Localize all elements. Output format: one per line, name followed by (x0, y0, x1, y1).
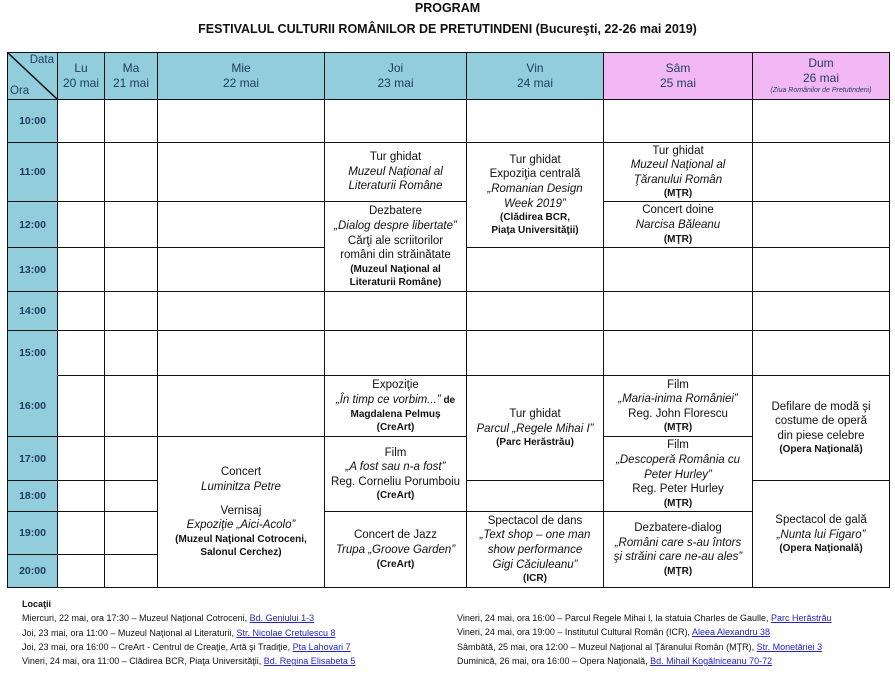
empty-slot (753, 248, 890, 292)
location-text: Vineri, 24 mai, ora 16:00 – Parcul Regele Mihai I, la statuia Charles de Gaulle, (457, 613, 772, 623)
event-location: (MŢR) (663, 233, 693, 245)
day-header (467, 53, 604, 100)
corner-hour-label: Ora (10, 85, 30, 97)
event-cell (604, 143, 753, 202)
event-cell (467, 143, 604, 248)
day-header (105, 53, 158, 100)
empty-slot (158, 376, 325, 437)
empty-slot (105, 555, 158, 588)
event-detail: Trupa „Groove Garden” (335, 544, 456, 556)
event-detail: Parcul „Regele Mihai I” (476, 422, 594, 435)
empty-slot (325, 100, 467, 143)
empty-slot (753, 331, 890, 376)
event-location: Magdalena Pelmuș (350, 409, 441, 421)
hour-label: 16:00 (8, 376, 58, 437)
location-address-link[interactable]: Bd. Geniului 1-3 (249, 613, 315, 624)
event-cell (604, 437, 753, 512)
event-title: Film (384, 446, 407, 459)
event-location: (Opera Naţională) (779, 543, 863, 555)
event-detail: „Text shop – one man (479, 529, 591, 542)
hour-label: 19:00 (8, 512, 58, 555)
event-title: Tur ghidat (369, 151, 422, 164)
empty-slot (753, 100, 890, 143)
event-title: Tur ghidat (652, 144, 704, 157)
empty-slot (105, 202, 158, 248)
empty-slot (158, 248, 325, 292)
day-name: Sâm (665, 61, 691, 75)
empty-slot (158, 143, 325, 202)
location-text: Vineri, 24 mai, ora 11:00 – Clădirea BCR, Piaţa Universităţii, (22, 656, 264, 667)
hour-label: 11:00 (8, 143, 58, 202)
location-text: Joi, 23 mai, ora 11:00 – Muzeul Naţional al Literaturii, (22, 627, 237, 638)
event-location: (MŢR) (663, 422, 693, 434)
day-name: Ma (122, 61, 140, 75)
empty-slot (105, 376, 158, 437)
event-detail: Expoziţie „Aici-Acolo” (186, 519, 296, 532)
event-title: Concert de Jazz (353, 529, 438, 542)
event-detail: Muzeul Naţional al (348, 165, 443, 178)
event-title: Dezbatere (368, 205, 423, 218)
event-cell (325, 376, 467, 437)
event-detail: Gigi Căciuleanu” (492, 558, 578, 571)
empty-slot (105, 512, 158, 555)
event-title: Tur ghidat (509, 407, 561, 420)
event-cell (604, 512, 753, 588)
empty-slot (604, 331, 753, 376)
event-location: (MŢR) (663, 497, 693, 509)
day-date: 25 mai (659, 76, 697, 90)
location-address-link[interactable]: Str. Monetăriei 3 (756, 641, 823, 652)
event-cell (467, 512, 604, 588)
locations-heading: Locaţii (22, 599, 52, 609)
corner-header-cell (8, 53, 58, 100)
event-title: Spectacol de gală (775, 513, 867, 526)
location-entry (22, 626, 355, 640)
empty-slot (58, 292, 105, 331)
empty-slot (58, 376, 105, 437)
day-date: 22 mai (222, 76, 260, 90)
locations-left-column (22, 597, 355, 668)
empty-slot (58, 202, 105, 248)
location-entry (22, 654, 355, 668)
event-detail: „Descoperă România cu (615, 453, 740, 466)
empty-slot (753, 292, 890, 331)
event-location: (MŢR) (663, 188, 693, 200)
event-detail: Cărţi ale scriitorilor (347, 234, 444, 247)
event-cell (325, 202, 467, 292)
day-header (325, 53, 467, 100)
event-location: (Muzeul Naţional Cotroceni, (175, 533, 307, 545)
location-entry (22, 640, 355, 654)
location-text: Sâmbătă, 25 mai, ora 12:00 – Muzeul Naţional al Ţăranului Român (MŢR), (457, 641, 757, 652)
event-detail: Reg. Peter Hurley (632, 483, 724, 496)
location-text: Miercuri, 22 mai, ora 17:30 – Muzeul Naţional Cotroceni, (22, 613, 250, 624)
empty-slot (58, 100, 105, 143)
empty-slot (158, 331, 325, 376)
empty-slot (105, 100, 158, 143)
event-location: Piaţa Universităţii) (491, 225, 579, 237)
event-title: Expoziţie (372, 378, 419, 391)
empty-slot (105, 481, 158, 512)
empty-slot (467, 292, 604, 331)
event-title: Film (667, 378, 689, 391)
location-entry (457, 611, 832, 625)
day-header (158, 53, 325, 100)
event-title: Concert doine (642, 204, 714, 217)
empty-slot (604, 100, 753, 143)
day-date: 26 mai (802, 71, 840, 85)
day-name: Mie (231, 61, 251, 75)
empty-slot (325, 292, 467, 331)
day-date: 24 mai (516, 76, 554, 90)
day-header (753, 53, 890, 100)
event-detail: „Români care s-au întors (614, 536, 742, 549)
event-detail: din piese celebre (777, 429, 865, 442)
empty-slot (58, 143, 105, 202)
empty-slot (58, 437, 105, 481)
hour-label: 17:00 (8, 437, 58, 481)
empty-slot (158, 202, 325, 248)
event-title: Spectacol de dans (487, 514, 583, 527)
empty-slot (753, 202, 890, 248)
event-title: Concert (220, 466, 262, 479)
empty-slot (58, 512, 105, 555)
event-detail: „Nunta lui Figaro” (776, 528, 866, 541)
event-location: (CreArt) (376, 422, 415, 434)
document-subtitle: FESTIVALUL CULTURII ROMÂNILOR DE PRETUTINDENI (Bucureşti, 22-26 mai 2019) (198, 22, 697, 36)
empty-slot (158, 100, 325, 143)
day-name: Joi (387, 61, 404, 75)
location-address-link[interactable]: Parc Herăstrău (771, 613, 832, 623)
event-cell (325, 512, 467, 588)
empty-slot (105, 331, 158, 376)
event-detail-part: „În timp ce vorbim...” (335, 393, 441, 406)
event-detail: Luminitza Petre (201, 480, 281, 493)
location-entry (457, 654, 832, 668)
location-entry (22, 611, 355, 625)
location-address-link[interactable]: Aleea Alexandru 38 (691, 627, 771, 638)
empty-slot (58, 555, 105, 588)
day-name: Lu (74, 61, 88, 75)
day-header (58, 53, 105, 100)
event-detail: costume de operă (774, 415, 868, 428)
location-address-link[interactable]: Pta Lahovari 7 (292, 641, 351, 652)
hour-label: 15:00 (8, 331, 58, 376)
location-address-link[interactable]: Str. Nicolae Cretulescu 8 (236, 627, 336, 638)
empty-slot (467, 481, 604, 512)
event-detail: Week 2019” (504, 197, 566, 210)
event-detail: show performance (487, 544, 583, 556)
event-cell (604, 202, 753, 248)
empty-slot (58, 481, 105, 512)
day-date: 20 mai (62, 76, 100, 90)
locations-right-column (457, 611, 832, 668)
empty-slot (105, 292, 158, 331)
hour-label: 10:00 (8, 100, 58, 143)
event-detail: Ţăranului Român (633, 173, 723, 186)
event-detail: şi străini care ne-au ales” (613, 551, 743, 564)
event-title: Vernisaj (220, 504, 262, 517)
event-cell (467, 376, 604, 481)
event-location: Salonul Cerchez) (200, 546, 282, 558)
empty-slot (604, 292, 753, 331)
event-cell (604, 376, 753, 437)
empty-slot (105, 143, 158, 202)
corner-date-label: Data (29, 54, 54, 66)
empty-slot (753, 143, 890, 202)
document-title: PROGRAM (414, 1, 481, 15)
event-location: (CreArt) (376, 490, 415, 502)
event-cell (158, 437, 325, 588)
empty-slot (158, 292, 325, 331)
hour-label: 13:00 (8, 248, 58, 292)
day-date: 21 mai (112, 76, 150, 90)
event-detail: „Maria-inima României” (618, 393, 738, 406)
location-text: Duminică, 26 mai, ora 16:00 – Opera Naţională, (457, 655, 651, 666)
empty-slot (604, 248, 753, 292)
location-entry (457, 625, 832, 639)
location-address-link[interactable]: Bd. Regina Elisabeta 5 (263, 656, 356, 667)
event-detail (336, 393, 455, 409)
event-location: (Parc Herăstrău) (496, 437, 574, 449)
event-detail: Reg. Corneliu Porumboiu (330, 475, 461, 488)
event-title: Film (667, 439, 689, 452)
event-location: (ICR) (523, 573, 547, 585)
day-date: 23 mai (377, 76, 414, 90)
empty-slot (325, 331, 467, 376)
empty-slot (467, 100, 604, 143)
event-title: Dezbatere-dialog (634, 522, 722, 535)
empty-slot (105, 248, 158, 292)
event-location: Literaturii Române) (349, 276, 442, 288)
day-name: Vin (526, 61, 544, 75)
event-detail: români din străinătate (340, 249, 451, 262)
empty-slot (105, 437, 158, 481)
event-title: Defilare de modă şi (771, 400, 871, 413)
event-detail: Reg. John Florescu (628, 407, 728, 420)
schedule-table (7, 52, 890, 588)
event-detail: Narcisa Băleanu (635, 219, 721, 231)
event-detail: „Dialog despre libertate” (334, 219, 457, 232)
day-header (604, 53, 753, 100)
event-location: (Opera Naţională) (779, 444, 863, 456)
event-detail: Literaturii Române (348, 180, 443, 193)
event-cell (753, 376, 890, 481)
empty-slot (467, 331, 604, 376)
empty-slot (467, 248, 604, 292)
hour-label: 20:00 (8, 555, 58, 588)
event-cell (325, 437, 467, 512)
event-cell (325, 143, 467, 202)
event-detail: Expoziţia centrală (489, 168, 581, 181)
event-location: (Muzeul Naţional al (350, 263, 441, 275)
event-detail: „A fost sau n-a fost” (345, 461, 446, 474)
hour-label: 12:00 (8, 202, 58, 248)
event-detail-part: de (440, 394, 456, 406)
event-detail: „Romanian Design (487, 183, 583, 195)
event-location: (Clădirea BCR, (499, 212, 570, 224)
location-address-link[interactable]: Bd. Mihail Kogălniceanu 70-72 (650, 655, 773, 666)
event-location: (MŢR) (663, 565, 693, 577)
event-title: Tur ghidat (509, 153, 561, 166)
event-detail: Peter Hurley” (644, 468, 712, 481)
event-location: (CreArt) (376, 558, 415, 570)
event-cell (753, 481, 890, 588)
hour-label: 14:00 (8, 292, 58, 331)
empty-slot (58, 248, 105, 292)
day-name: Dum (808, 56, 834, 70)
location-entry (457, 640, 832, 654)
hour-label: 18:00 (8, 481, 58, 512)
location-text: Vineri, 24 mai, ora 19:00 – Institutul Cultural Român (ICR), (457, 627, 692, 638)
location-text: Joi, 23 mai, ora 16:00 – CreArt - Centrul de Creaţie, Artă şi Tradiţie, (22, 641, 293, 652)
empty-slot (58, 331, 105, 376)
day-note: (Ziua Românilor de Pretutindeni) (770, 87, 872, 94)
event-detail: Muzeul Naţional al (630, 159, 726, 172)
